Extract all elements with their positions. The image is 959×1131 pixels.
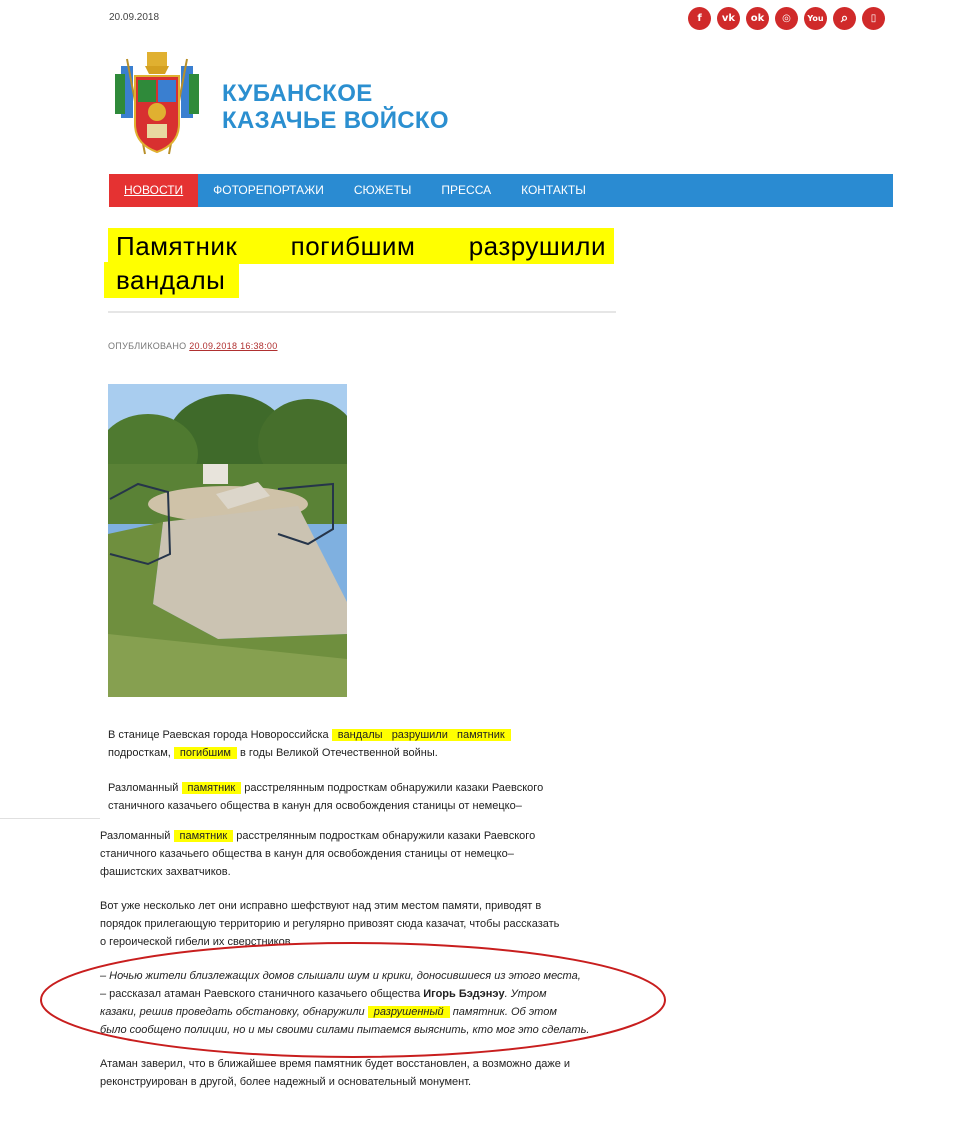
article-title-line2: вандалы bbox=[104, 262, 239, 298]
highlighted-text: памятник bbox=[174, 830, 234, 842]
mobile-icon[interactable]: ▯ bbox=[862, 7, 885, 30]
highlighted-text: разрушенный bbox=[368, 1006, 450, 1018]
text: станичного казачьего общества в канун для освобождения станицы от немецко– bbox=[108, 800, 522, 812]
text: казаки, решив проведать обстановку, обнаружили bbox=[100, 1006, 365, 1018]
text: реконструирован в другой, более надежный и основательный монумент. bbox=[100, 1076, 472, 1088]
odnoklassniki-icon[interactable]: ok bbox=[746, 7, 769, 30]
article-photo[interactable] bbox=[108, 384, 347, 697]
youtube-icon[interactable]: You bbox=[804, 7, 827, 30]
text: было сообщено полиции, но и мы своими силами пытаемся выяснить, кто мог это сделать. bbox=[100, 1024, 590, 1036]
nav-item-press[interactable]: ПРЕССА bbox=[441, 183, 492, 197]
nav-item-news[interactable]: НОВОСТИ bbox=[109, 174, 198, 207]
site-title-line2: КАЗАЧЬЕ ВОЙСКО bbox=[222, 107, 449, 134]
text: расстрелянным подросткам обнаружили казаки Раевского bbox=[244, 782, 544, 794]
social-icons bbox=[688, 7, 885, 30]
site-title[interactable] bbox=[222, 80, 449, 134]
person-name: Игорь Бэдэнэу bbox=[423, 988, 505, 1000]
text: – Ночью жители близлежащих домов слышали шум и крики, доносившиеся из этого места, bbox=[100, 970, 581, 982]
text: порядок прилегающую территорию и регулярно привозят сюда казачат, чтобы рассказать bbox=[100, 918, 560, 930]
nav-item-stories[interactable]: СЮЖЕТЫ bbox=[353, 183, 412, 197]
article-title-line1 bbox=[108, 228, 614, 264]
title-word: разрушили bbox=[468, 231, 606, 261]
highlighted-text: памятник bbox=[182, 782, 242, 794]
divider bbox=[0, 818, 100, 819]
text: памятник. Об этом bbox=[452, 1006, 557, 1018]
nav-item-contacts[interactable]: КОНТАКТЫ bbox=[521, 183, 586, 197]
paragraph-3 bbox=[100, 827, 535, 881]
facebook-icon[interactable]: f bbox=[688, 7, 711, 30]
published-meta bbox=[108, 341, 278, 351]
nav-item-photo-reports[interactable]: ФОТОРЕПОРТАЖИ bbox=[213, 183, 324, 197]
text: Разломанный bbox=[108, 782, 179, 794]
instagram-icon[interactable]: ◎ bbox=[775, 7, 798, 30]
header-date: 20.09.2018 bbox=[109, 12, 160, 23]
text: В станице Раевская города Новороссийска bbox=[108, 729, 329, 741]
paragraph-1 bbox=[108, 726, 511, 762]
annotation-ellipse bbox=[38, 940, 668, 1060]
text: . Утром bbox=[504, 988, 547, 1000]
text: подросткам, bbox=[108, 747, 171, 759]
text: о героической гибели их сверстников. bbox=[100, 936, 294, 948]
text: расстрелянным подросткам обнаружили казаки Раевского bbox=[236, 830, 536, 842]
published-label: ОПУБЛИКОВАНО bbox=[108, 341, 187, 351]
text: фашистских захватчиков. bbox=[100, 866, 231, 878]
search-icon[interactable]: ⌕ bbox=[833, 7, 856, 30]
coat-of-arms-logo[interactable] bbox=[107, 44, 207, 162]
highlighted-text: погибшим bbox=[174, 747, 237, 759]
published-date[interactable]: 20.09.2018 16:38:00 bbox=[189, 341, 278, 351]
text: в годы Великой Отечественной войны. bbox=[240, 747, 438, 759]
highlighted-text: вандалы разрушили памятник bbox=[332, 729, 511, 741]
paragraph-2 bbox=[108, 779, 543, 815]
text: Атаман заверил, что в ближайшее время памятник будет восстановлен, а возможно даже и bbox=[100, 1058, 571, 1070]
text: Разломанный bbox=[100, 830, 171, 842]
text: Вот уже несколько лет они исправно шефствуют над этим местом памяти, приводят в bbox=[100, 900, 542, 912]
text: – рассказал атаман Раевского станичного казачьего общества bbox=[100, 988, 421, 1000]
vk-icon[interactable]: vk bbox=[717, 7, 740, 30]
title-word: погибшим bbox=[290, 231, 416, 261]
title-divider bbox=[108, 311, 616, 313]
site-title-line1: КУБАНСКОЕ bbox=[222, 80, 373, 107]
text: станичного казачьего общества в канун для освобождения станицы от немецко– bbox=[100, 848, 514, 860]
main-nav bbox=[109, 174, 893, 207]
title-word: Памятник bbox=[116, 231, 238, 261]
paragraph-5 bbox=[100, 1055, 570, 1091]
